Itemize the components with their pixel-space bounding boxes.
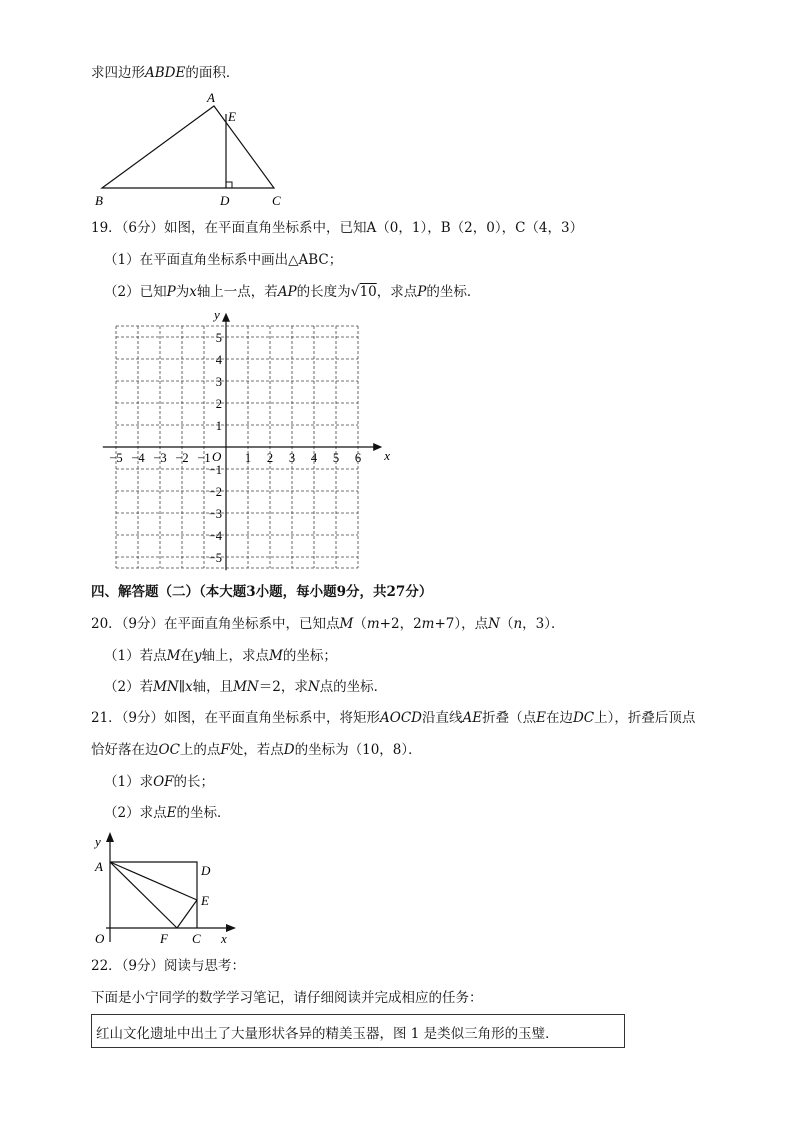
y-tick-label: 4 <box>215 353 222 367</box>
x-tick-label: −5 <box>109 451 123 465</box>
sqrt-symbol: √ <box>350 284 360 300</box>
label-e: E <box>201 893 209 908</box>
y-tick-label: −1 <box>208 463 222 477</box>
label-o: O <box>95 931 105 946</box>
q21-part1: （1）求OF的长； <box>104 774 215 790</box>
fold-line-ae <box>110 862 197 900</box>
area-question-line: 求四边形ABDE的面积． <box>91 65 240 81</box>
y-tick-label: −3 <box>208 507 222 521</box>
origin-label: O <box>212 449 222 464</box>
y-tick-label: 2 <box>215 397 222 411</box>
x-tick-label: 4 <box>310 451 318 465</box>
x-tick-label: 5 <box>332 451 340 465</box>
y-tick-label: −2 <box>208 485 222 499</box>
segment-af <box>110 862 177 928</box>
label-f: F <box>160 931 168 946</box>
reading-note-text: 红山文化遗址中出土了大量形状各异的精美玉器，图 1 是类似三角形的玉璧． <box>96 1026 559 1042</box>
x-axis-label: x <box>384 448 390 463</box>
x-tick-label: −2 <box>175 451 189 465</box>
reading-note-box <box>91 1014 625 1048</box>
y-tick-label: −4 <box>208 529 222 543</box>
right-angle-mark <box>226 182 232 188</box>
sqrt-radicand: 10 <box>359 284 377 300</box>
label-b: B <box>95 193 103 208</box>
x-tick-label: −1 <box>197 451 211 465</box>
label-a: A <box>207 90 215 105</box>
y-tick-label: 5 <box>215 331 222 345</box>
y-tick-label: −5 <box>208 551 222 565</box>
label-x: x <box>221 931 227 946</box>
segment-fe <box>177 900 197 928</box>
x-tick-label: 6 <box>354 451 362 465</box>
x-tick-label: 1 <box>244 451 252 465</box>
y-axis-arrow <box>106 832 114 842</box>
label-c: C <box>272 193 281 208</box>
section-heading: 四、解答题（二）（本大题3小题，每小题9分，共27分） <box>91 584 433 600</box>
q19-part2: （2）已知P为x轴上一点，若AP的长度为√10，求点P的坐标． <box>104 284 481 300</box>
q21-line2: 恰好落在边OC上的点F处，若点D的坐标为（10，8）． <box>91 742 422 758</box>
y-axis-label: y <box>214 306 220 322</box>
label-d: D <box>201 863 211 878</box>
q19-heading: 19．（6分）如图，在平面直角坐标系中，已知A（0，1），B（2，0），C（4，3） <box>91 220 584 236</box>
q20-part1: （1）若点M在y轴上，求点M的坐标； <box>104 648 337 664</box>
label-a: A <box>95 859 103 874</box>
x-axis-arrow <box>226 924 236 932</box>
x-tick-label: −4 <box>131 451 145 465</box>
q21-part2: （2）求点E的坐标． <box>104 805 231 821</box>
label-y: y <box>95 834 101 849</box>
triangle-abc <box>102 106 274 188</box>
y-axis-arrow <box>222 313 230 322</box>
q20-heading: 20．（9分）在平面直角坐标系中，已知点M（m+2，2m+7），点N（n，3）． <box>91 616 565 632</box>
label-d: D <box>220 193 230 208</box>
triangle-abde-figure <box>90 92 290 210</box>
y-tick-label: 1 <box>215 419 222 433</box>
x-tick-label: 2 <box>266 451 274 465</box>
q21-line1: 21．（9分）如图，在平面直角坐标系中，将矩形AOCD沿直线AE折叠（点E在边DC上），折叠后顶点 <box>91 710 696 726</box>
q20-part2: （2）若MN∥x轴，且MN＝2，求N点的坐标． <box>104 679 388 695</box>
label-c: C <box>192 931 201 946</box>
q22-heading: 22．（9分）阅读与思考： <box>91 958 246 974</box>
x-tick-label: 3 <box>288 451 296 465</box>
q19-part1: （1）在平面直角坐标系中画出△ABC； <box>104 252 343 268</box>
q22-intro: 下面是小宁同学的数学学习笔记，请仔细阅读并完成相应的任务： <box>91 990 483 1006</box>
x-axis-arrow <box>373 443 382 451</box>
rectangle-fold-figure <box>90 830 250 948</box>
x-tick-label: −3 <box>153 451 167 465</box>
y-tick-label: 3 <box>215 375 222 389</box>
coordinate-grid <box>90 306 390 578</box>
label-e: E <box>228 109 236 124</box>
